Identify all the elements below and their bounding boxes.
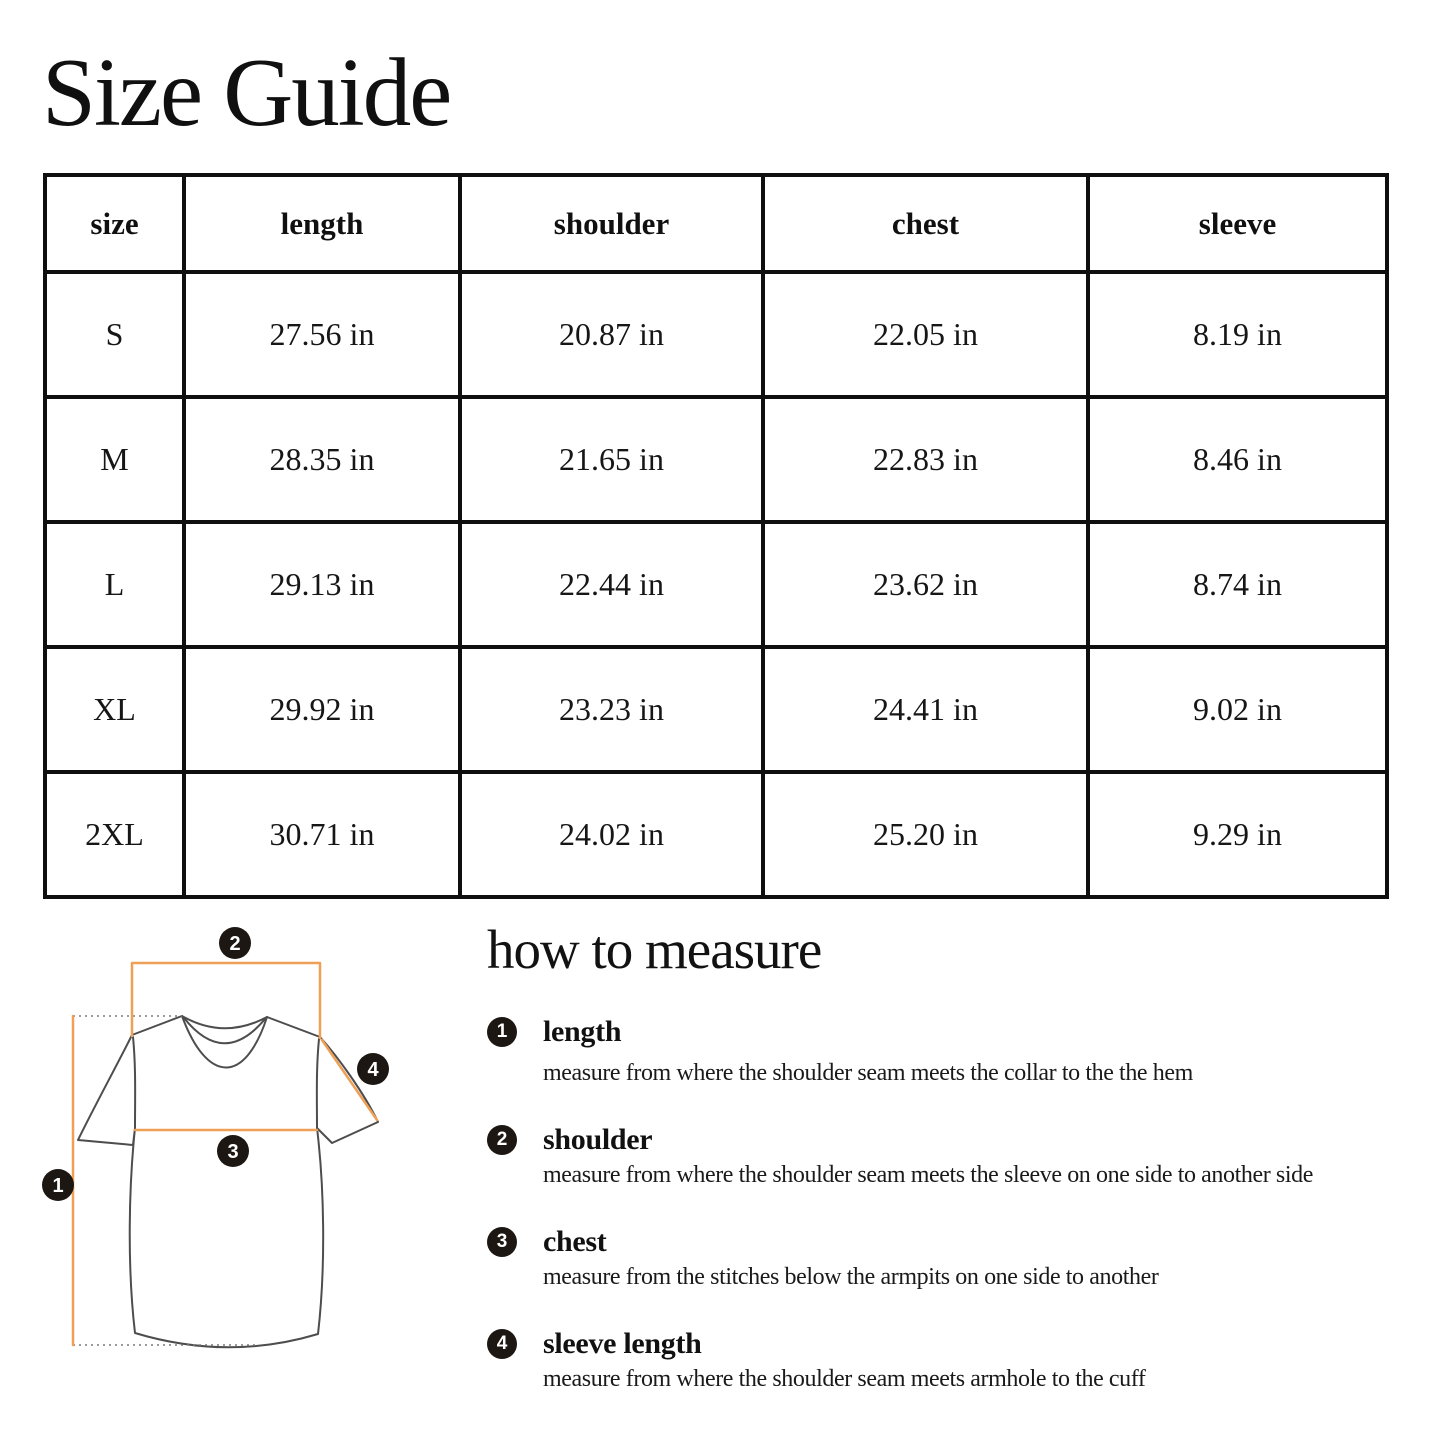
cell-chest: 22.83 in: [763, 397, 1088, 522]
col-header-sleeve: sleeve: [1088, 175, 1387, 272]
how-to-measure-section: [487, 918, 1432, 1393]
number-1-badge-icon: 1: [487, 1017, 517, 1047]
measure-item-label: length: [543, 1015, 622, 1049]
measure-item-label: chest: [543, 1225, 607, 1259]
cell-size: S: [45, 272, 184, 397]
number-2-badge-icon: 2: [487, 1125, 517, 1155]
how-to-measure-heading: how to measure: [487, 919, 822, 980]
measure-item-label: shoulder: [543, 1123, 653, 1157]
table-row: [45, 647, 1387, 772]
chest-badge-number: 3: [227, 1141, 239, 1163]
table-header-row: [45, 175, 1387, 272]
cell-size: L: [45, 522, 184, 647]
cell-sleeve: 8.74 in: [1088, 522, 1387, 647]
cell-sleeve: 9.02 in: [1088, 647, 1387, 772]
cell-length: 28.35 in: [184, 397, 460, 522]
measure-item-description: measure from the stitches below the armpits on one side to another: [543, 1264, 1159, 1291]
cell-chest: 22.05 in: [763, 272, 1088, 397]
measure-item-description: measure from where the shoulder seam meets the collar to the the hem: [543, 1060, 1193, 1087]
cell-chest: 25.20 in: [763, 772, 1088, 897]
tshirt-diagram-svg: [30, 915, 460, 1430]
col-header-shoulder: shoulder: [460, 175, 763, 272]
cell-shoulder: 24.02 in: [460, 772, 763, 897]
number-3-badge-icon: 3: [487, 1227, 517, 1257]
cell-size: XL: [45, 647, 184, 772]
cell-length: 27.56 in: [184, 272, 460, 397]
cell-size: 2XL: [45, 772, 184, 897]
col-header-length: length: [184, 175, 460, 272]
measure-item-chest: [487, 1227, 1432, 1291]
measure-item-description: measure from where the shoulder seam meets the sleeve on one side to another side: [543, 1162, 1313, 1189]
page-title: Size Guide: [42, 39, 451, 146]
measure-item-sleeve-length: [487, 1329, 1432, 1393]
col-header-chest: chest: [763, 175, 1088, 272]
col-header-size: size: [45, 175, 184, 272]
collar-back-line: [182, 1016, 267, 1028]
size-chart-table: [43, 173, 1389, 899]
table-row: [45, 272, 1387, 397]
table-row: [45, 772, 1387, 897]
cell-chest: 23.62 in: [763, 522, 1088, 647]
cell-size: M: [45, 397, 184, 522]
cell-sleeve: 8.46 in: [1088, 397, 1387, 522]
cell-shoulder: 21.65 in: [460, 397, 763, 522]
shoulder-badge-number: 2: [229, 933, 241, 955]
cell-shoulder: 20.87 in: [460, 272, 763, 397]
tshirt-body-path: [78, 1016, 378, 1347]
measure-item-length: [487, 1017, 1432, 1087]
sleeve-badge-number: 4: [367, 1059, 379, 1081]
tshirt-outline: [78, 1016, 378, 1347]
cell-shoulder: 22.44 in: [460, 522, 763, 647]
number-4-badge-icon: 4: [487, 1329, 517, 1359]
measure-item-description: measure from where the shoulder seam meets armhole to the cuff: [543, 1366, 1146, 1393]
measure-item-shoulder: [487, 1125, 1432, 1189]
cell-shoulder: 23.23 in: [460, 647, 763, 772]
cell-length: 29.92 in: [184, 647, 460, 772]
table-row: [45, 522, 1387, 647]
cell-sleeve: 9.29 in: [1088, 772, 1387, 897]
cell-sleeve: 8.19 in: [1088, 272, 1387, 397]
cell-length: 30.71 in: [184, 772, 460, 897]
cell-chest: 24.41 in: [763, 647, 1088, 772]
table-row: [45, 397, 1387, 522]
tshirt-measure-diagram: [30, 915, 460, 1430]
length-badge-number: 1: [52, 1175, 64, 1197]
measure-item-label: sleeve length: [543, 1327, 702, 1361]
cell-length: 29.13 in: [184, 522, 460, 647]
